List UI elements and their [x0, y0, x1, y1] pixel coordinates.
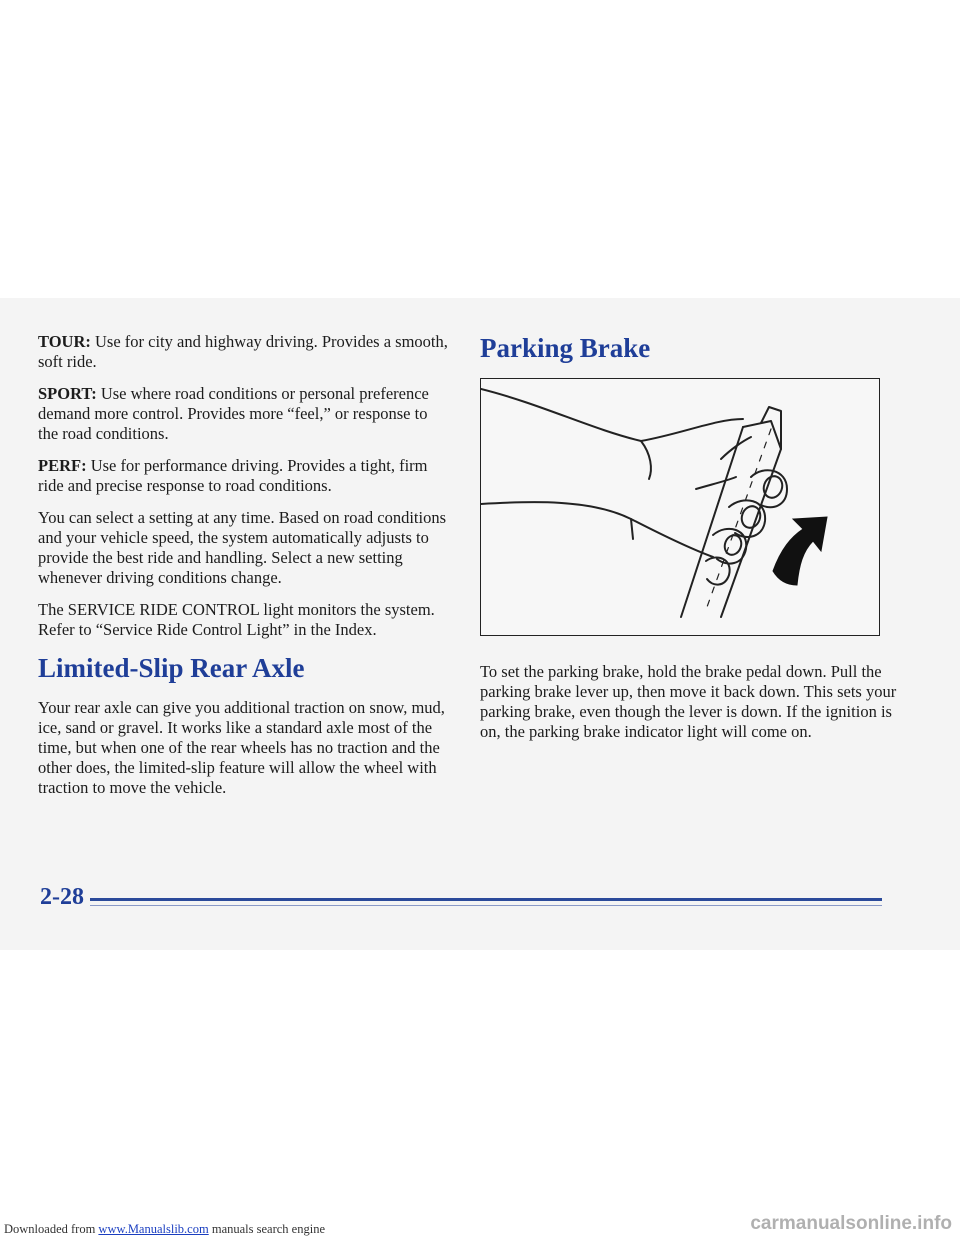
download-suffix: manuals search engine — [208, 1222, 325, 1236]
download-prefix: Downloaded from — [4, 1222, 99, 1236]
perf-text: Use for performance driving. Provides a tight, firm ride and precise response to road conditions. — [38, 456, 428, 495]
sport-text: Use where road conditions or personal preference demand more control. Provides more “feel,” or response to the road conditions. — [38, 384, 429, 443]
perf-paragraph — [38, 456, 450, 496]
tour-paragraph — [38, 332, 450, 372]
footer-rule-thin — [90, 905, 882, 906]
tour-term: TOUR: — [38, 332, 91, 351]
watermark-logo: carmanualsonline.info — [750, 1213, 952, 1234]
parking-brake-illustration — [480, 378, 880, 636]
select-paragraph: You can select a setting at any time. Based on road conditions and your vehicle speed, the system automatically adjusts to provide the best ride and handling. Select a new setting whenever driving conditions change. — [38, 508, 446, 587]
limited-slip-paragraph: Your rear axle can give you additional traction on snow, mud, ice, sand or gravel. It works like a standard axle most of the time, but when one of the rear wheels has no traction and the other does, the limited-slip feature will allow the wheel with traction to move the vehicle. — [38, 698, 445, 797]
parking-brake-heading: Parking Brake — [480, 333, 651, 363]
parking-brake-paragraph: To set the parking brake, hold the brake pedal down. Pull the parking brake lever up, then move it back down. This sets your parking brake, even though the lever is down. If the ignition is on, the parking brake indicator light will come on. — [480, 662, 897, 741]
perf-term: PERF: — [38, 456, 87, 475]
hand-lever-drawing — [481, 379, 878, 634]
left-column — [38, 332, 450, 810]
tour-text: Use for city and highway driving. Provides a smooth, soft ride. — [38, 332, 448, 371]
sport-paragraph — [38, 384, 450, 444]
arrow-up-icon — [773, 517, 827, 585]
page-number: 2-28 — [40, 884, 84, 910]
limited-slip-heading: Limited-Slip Rear Axle — [38, 653, 305, 683]
service-paragraph: The SERVICE RIDE CONTROL light monitors the system. Refer to “Service Ride Control Light” in the Index. — [38, 600, 435, 639]
footer-rule — [90, 898, 882, 901]
right-column — [480, 332, 900, 754]
manualslib-link[interactable]: www.Manualslib.com — [98, 1222, 209, 1236]
download-note — [4, 1222, 325, 1237]
sport-term: SPORT: — [38, 384, 97, 403]
